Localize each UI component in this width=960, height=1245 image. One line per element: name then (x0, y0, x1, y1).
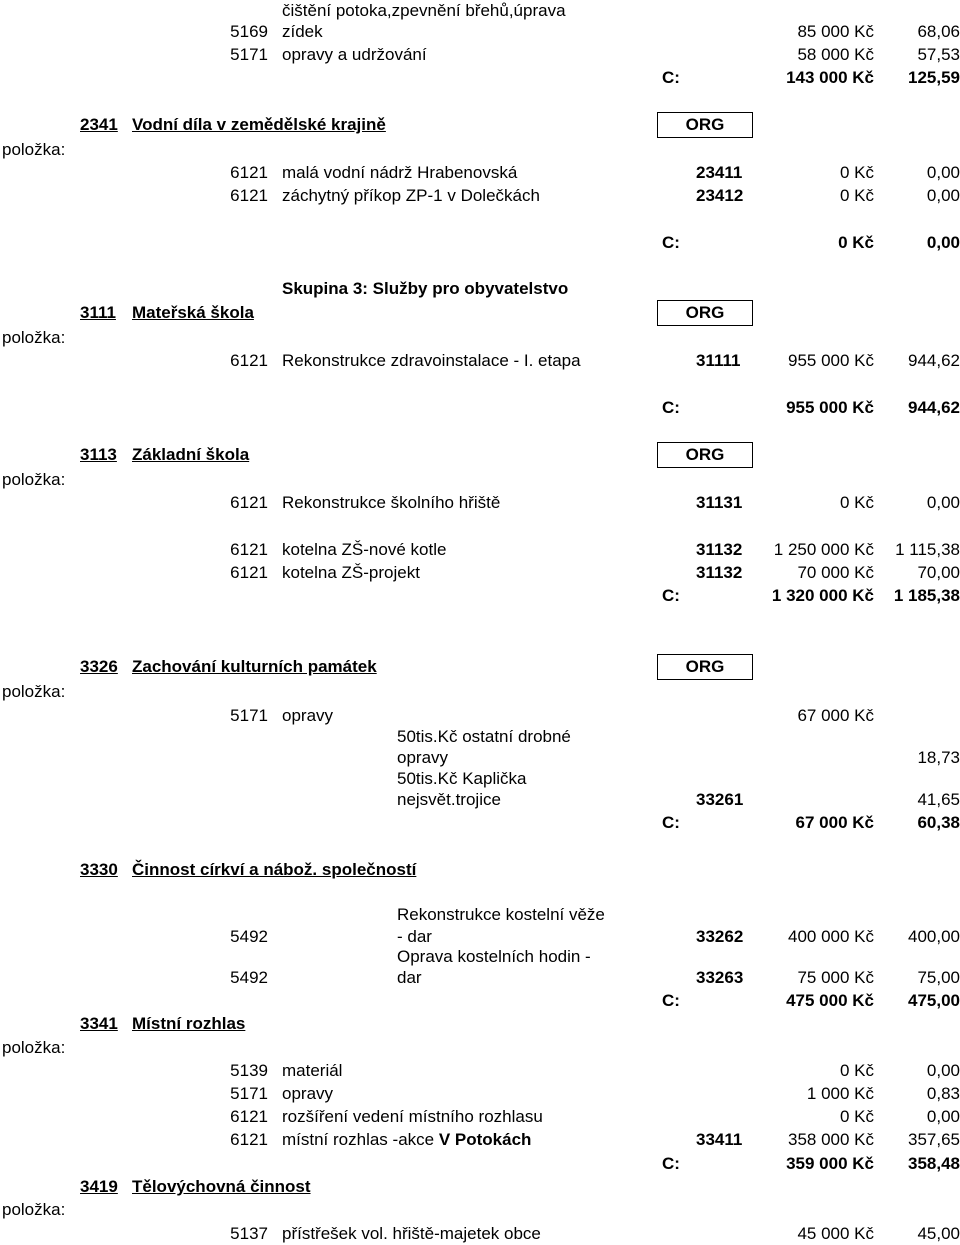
amount-kc: 1 250 000 Kč (773, 540, 874, 559)
amount-kc: 67 000 Kč (797, 706, 874, 725)
section-code: 3326 (80, 657, 118, 676)
section-code: 3113 (80, 445, 117, 464)
org-header-box: ORG (657, 112, 753, 138)
total-kc: 0 Kč (838, 233, 874, 252)
org-number: 33263 (696, 968, 744, 987)
org-header-box: ORG (657, 300, 753, 326)
amount-eur: 18,73 (917, 748, 960, 767)
polozka-label: položka: (2, 1038, 66, 1057)
item-name-line2: - dar (397, 927, 432, 946)
section-code: 2341 (80, 115, 118, 134)
total-label: C: (662, 68, 680, 87)
org-number: 31132 (696, 563, 743, 582)
section-title: Místní rozhlas (132, 1014, 246, 1033)
item-code: 5492 (230, 927, 268, 946)
amount-kc: 0 Kč (839, 493, 874, 512)
item-name: materiál (282, 1061, 343, 1080)
total-kc: 67 000 Kč (795, 813, 874, 832)
total-eur: 944,62 (908, 398, 960, 417)
sub-item-name-line2: nejsvět.trojice (397, 790, 501, 809)
item-code: 5137 (230, 1224, 268, 1243)
total-kc: 143 000 Kč (786, 68, 874, 87)
item-code: 5171 (230, 1084, 268, 1103)
polozka-label: položka: (2, 682, 66, 701)
item-code: 6121 (230, 563, 268, 582)
org-header-box: ORG (657, 654, 753, 680)
amount-eur: 68,06 (917, 22, 960, 41)
total-kc: 955 000 Kč (786, 398, 874, 417)
item-code: 6121 (230, 163, 268, 182)
section-code: 3330 (80, 860, 118, 879)
section-title: Činnost církví a nábož. společností (132, 860, 417, 879)
amount-eur: 357,65 (908, 1130, 960, 1149)
total-label: C: (662, 586, 680, 605)
sub-item-name-line1: 50tis.Kč Kaplička (397, 769, 527, 788)
amount-eur: 70,00 (917, 563, 960, 582)
item-name: Rekonstrukce školního hřiště (282, 493, 501, 512)
total-label: C: (662, 1154, 680, 1173)
item-name-line1: čištění potoka,zpevnění břehů,úprava (282, 1, 566, 20)
org-number: 33262 (696, 927, 744, 946)
amount-eur: 57,53 (917, 45, 960, 64)
item-name: malá vodní nádrž Hrabenovská (282, 163, 518, 182)
amount-kc: 85 000 Kč (797, 22, 874, 41)
section-code: 3419 (80, 1177, 118, 1196)
item-code: 6121 (230, 186, 268, 205)
amount-kc: 1 000 Kč (806, 1084, 874, 1103)
total-eur: 358,48 (908, 1154, 960, 1173)
amount-eur: 0,00 (926, 1107, 960, 1126)
amount-kc: 400 000 Kč (787, 927, 874, 946)
item-name-text: místní rozhlas -akce (282, 1130, 439, 1149)
amount-kc: 45 000 Kč (797, 1224, 874, 1243)
amount-kc: 0 Kč (839, 186, 874, 205)
item-code: 5171 (230, 45, 268, 64)
org-number: 23412 (696, 186, 744, 205)
item-name (282, 1130, 531, 1150)
amount-eur: 0,00 (926, 186, 960, 205)
org-header-box: ORG (657, 442, 753, 468)
amount-eur: 0,00 (926, 493, 960, 512)
org-number: 31131 (696, 493, 743, 512)
item-name-line1: Rekonstrukce kostelní věže (397, 905, 605, 924)
amount-eur: 0,83 (926, 1084, 960, 1103)
item-name: kotelna ZŠ-nové kotle (282, 540, 447, 559)
item-name-line1: Oprava kostelních hodin - (397, 947, 591, 966)
sub-item-name-line1: 50tis.Kč ostatní drobné (397, 727, 571, 746)
amount-eur: 41,65 (917, 790, 960, 809)
total-label: C: (662, 991, 680, 1010)
item-name: Rekonstrukce zdravoinstalace - I. etapa (282, 351, 581, 370)
org-number: 23411 (696, 163, 743, 182)
org-number: 31132 (696, 540, 743, 559)
item-code: 6121 (230, 1107, 268, 1126)
item-code: 5492 (230, 968, 268, 987)
total-label: C: (662, 398, 680, 417)
section-code: 3341 (80, 1014, 118, 1033)
amount-eur: 0,00 (926, 1061, 960, 1080)
amount-kc: 955 000 Kč (787, 351, 874, 370)
item-name: rozšíření vedení místního rozhlasu (282, 1107, 543, 1126)
amount-kc: 75 000 Kč (797, 968, 874, 987)
amount-kc: 58 000 Kč (797, 45, 874, 64)
amount-eur: 75,00 (917, 968, 960, 987)
item-name: opravy (282, 706, 334, 725)
item-name: opravy a udržování (282, 45, 427, 64)
polozka-label: položka: (2, 328, 66, 347)
item-code: 5139 (230, 1061, 268, 1080)
amount-eur: 400,00 (908, 927, 960, 946)
item-code: 5171 (230, 706, 268, 725)
total-label: C: (662, 233, 680, 252)
amount-eur: 0,00 (926, 163, 960, 182)
amount-eur: 1 115,38 (895, 540, 960, 559)
org-number: 33411 (696, 1130, 743, 1149)
amount-kc: 0 Kč (839, 163, 874, 182)
item-name: zídek (282, 22, 323, 41)
amount-eur: 45,00 (917, 1224, 960, 1243)
polozka-label: položka: (2, 1200, 66, 1219)
item-name: opravy (282, 1084, 334, 1103)
item-code: 6121 (230, 351, 268, 370)
section-title: Vodní díla v zemědělské krajině (132, 115, 386, 134)
total-eur: 1 185,38 (893, 586, 960, 605)
item-name: záchytný příkop ZP-1 v Dolečkách (282, 186, 540, 205)
polozka-label: položka: (2, 470, 66, 489)
org-number: 31111 (696, 351, 741, 370)
amount-kc: 0 Kč (839, 1061, 874, 1080)
amount-kc: 70 000 Kč (797, 563, 874, 582)
item-code: 6121 (230, 1130, 268, 1149)
total-kc: 1 320 000 Kč (771, 586, 874, 605)
section-code: 3111 (80, 303, 116, 322)
section-title: Mateřská škola (132, 303, 254, 322)
total-eur: 0,00 (926, 233, 960, 252)
amount-kc: 0 Kč (839, 1107, 874, 1126)
item-code: 6121 (230, 493, 268, 512)
section-title: Tělovýchovná činnost (132, 1177, 311, 1196)
item-code: 5169 (230, 22, 268, 41)
total-label: C: (662, 813, 680, 832)
item-name: kotelna ZŠ-projekt (282, 563, 420, 582)
item-name-bold: V Potokách (438, 1130, 532, 1149)
amount-eur: 944,62 (908, 351, 960, 370)
section-title: Základní škola (132, 445, 250, 464)
total-kc: 475 000 Kč (786, 991, 874, 1010)
total-eur: 475,00 (908, 991, 960, 1010)
amount-kc: 358 000 Kč (787, 1130, 874, 1149)
total-eur: 60,38 (917, 813, 960, 832)
item-name-line2: dar (397, 968, 422, 987)
item-code: 6121 (230, 540, 268, 559)
item-name: přístřešek vol. hřiště-majetek obce (282, 1224, 541, 1243)
group-title: Skupina 3: Služby pro obyvatelstvo (282, 279, 569, 298)
section-title: Zachování kulturních památek (132, 657, 377, 676)
total-kc: 359 000 Kč (786, 1154, 874, 1173)
polozka-label: položka: (2, 140, 66, 159)
org-number: 33261 (696, 790, 744, 809)
total-eur: 125,59 (908, 68, 960, 87)
sub-item-name-line2: opravy (397, 748, 449, 767)
